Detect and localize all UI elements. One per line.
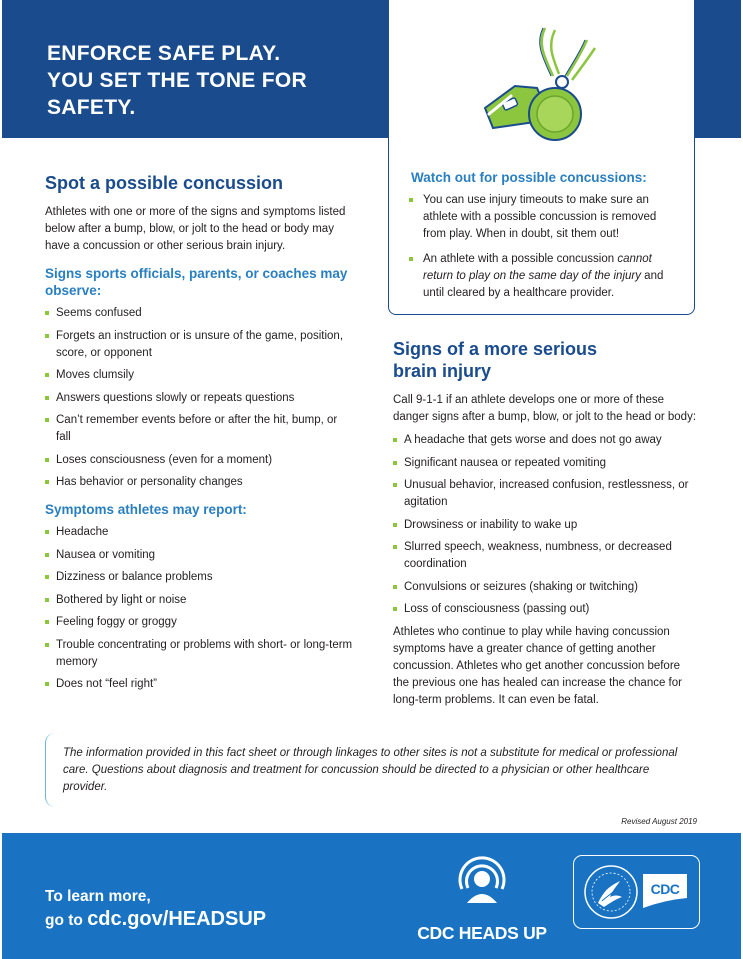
- cdc-logo: [641, 870, 689, 910]
- list-item-text: A headache that gets worse and does not go away: [404, 434, 662, 446]
- bullet-icon: [45, 334, 49, 338]
- list-item: [393, 539, 703, 573]
- bullet-icon: [45, 553, 49, 557]
- disclaimer-text: The information provided in this fact sheet or through linkages to other sites is not a substitute for medical or professional care. Questions about diagnosis and treatment for concussion should be directed to a physician or other healthcare provider.: [63, 747, 678, 793]
- bullet-icon: [393, 545, 397, 549]
- whistle-icon: [475, 18, 603, 148]
- list-item-text: Bothered by light or noise: [56, 593, 187, 606]
- list-item: [393, 517, 703, 534]
- title-line: ENFORCE SAFE PLAY.: [47, 42, 281, 65]
- heads-up-logo-icon: [455, 855, 509, 909]
- list-item: [45, 328, 355, 362]
- list-item: [45, 524, 355, 541]
- bullet-icon: [393, 523, 397, 527]
- list-item: [45, 390, 355, 407]
- cdc-logo-text: CDC: [650, 881, 680, 897]
- list-item-text: Answers questions slowly or repeats questions: [56, 391, 295, 404]
- list-item-text: Can’t remember events before or after the hit, bump, or fall: [56, 414, 338, 443]
- heading-line: brain injury: [393, 361, 492, 381]
- agency-logos: [573, 855, 700, 929]
- bullet-icon: [45, 311, 49, 315]
- footer-cta: [45, 887, 266, 933]
- list-item-text: Moves clumsily: [56, 369, 134, 381]
- list-item-text: Does not “feel right”: [56, 678, 157, 690]
- bullet-icon: [45, 480, 49, 484]
- heading-line: Signs of a more serious: [393, 339, 598, 359]
- list-item-text: You can use injury timeouts to make sure an athlete with a possible concussion is removed from play. When in doubt, sit them out!: [423, 194, 657, 240]
- list-item: [393, 432, 703, 449]
- left-column: [45, 172, 355, 699]
- list-item: [45, 614, 355, 631]
- section-intro: Call 9-1-1 if an athlete develops one or more of these danger signs after a bump, blow, or jolt to the head or body:: [393, 394, 697, 423]
- list-item: [45, 367, 355, 384]
- bullet-icon: [393, 607, 397, 611]
- list-item: [409, 251, 681, 302]
- list-item-text: Drowsiness or inability to wake up: [404, 518, 578, 531]
- list-item: [45, 305, 355, 322]
- footer-line: To learn more,: [45, 888, 151, 905]
- list-item: [393, 477, 703, 511]
- footer-prefix: go to: [45, 912, 88, 929]
- bullet-icon: [45, 418, 49, 422]
- observe-list: [45, 305, 355, 491]
- revision-date: Revised August 2019: [621, 817, 697, 826]
- bullet-icon: [393, 461, 397, 465]
- footer-line: [45, 907, 266, 933]
- bullet-icon: [45, 530, 49, 534]
- list-item-text: Has behavior or personality changes: [56, 476, 243, 488]
- section-heading: [393, 338, 703, 382]
- list-item: [45, 547, 355, 564]
- bullet-icon: [45, 598, 49, 602]
- list-item: [409, 192, 681, 243]
- bullet-icon: [45, 682, 49, 686]
- disclaimer-box: [45, 733, 695, 807]
- bullet-icon: [409, 257, 413, 261]
- list-item: [45, 474, 355, 491]
- list-item: [45, 592, 355, 609]
- bullet-icon: [393, 585, 397, 589]
- list-item-text: Dizziness or balance problems: [56, 571, 213, 583]
- list-item: [393, 455, 703, 472]
- list-item-text: Trouble concentrating or problems with short- or long-term memory: [56, 638, 353, 668]
- heads-up-logo: [407, 853, 557, 953]
- list-item: [45, 412, 355, 446]
- subsection-heading: Symptoms athletes may report:: [45, 502, 247, 517]
- symptoms-list: [45, 524, 355, 693]
- bullet-icon: [393, 483, 397, 487]
- list-item-text: Unusual behavior, increased confusion, restlessness, or agitation: [404, 479, 689, 508]
- list-item-text: An athlete with a possible concussion: [423, 253, 618, 265]
- bullet-icon: [45, 458, 49, 462]
- callout-title: Watch out for possible concussions:: [411, 170, 647, 185]
- list-item-text: Loses consciousness (even for a moment): [56, 453, 273, 466]
- list-item: [393, 601, 703, 618]
- list-item-text: Seems confused: [56, 307, 142, 319]
- list-item: [45, 637, 355, 671]
- footer-url-link[interactable]: cdc.gov/HEADSUP: [87, 908, 267, 930]
- section-heading: Spot a possible concussion: [45, 173, 284, 193]
- bullet-icon: [45, 620, 49, 624]
- list-item-text: Significant nausea or repeated vomiting: [404, 456, 607, 469]
- list-item: [393, 579, 703, 596]
- page-title: [47, 40, 307, 121]
- footer-band: [2, 833, 741, 959]
- heads-up-label: CDC HEADS UP: [417, 923, 547, 943]
- bullet-icon: [409, 198, 413, 202]
- section-intro: Athletes with one or more of the signs and symptoms listed below after a bump, blow, or jolt to the head or body may have a concussion or other serious brain injury.: [45, 206, 346, 252]
- bullet-icon: [393, 438, 397, 442]
- list-item-text: Slurred speech, weakness, numbness, or decreased coordination: [404, 541, 672, 570]
- bullet-icon: [45, 396, 49, 400]
- list-item: [45, 676, 355, 693]
- hhs-seal-icon: [582, 861, 640, 923]
- callout-box: [388, 0, 695, 315]
- list-item-text: Nausea or vomiting: [56, 548, 156, 561]
- closing-paragraph: Athletes who continue to play while having concussion symptoms have a greater chance of getting another concussion. Athletes who get another concussion before the previous one has healed can increase the chance for long-term problems. It can even be fatal.: [393, 625, 682, 706]
- danger-signs-list: [393, 432, 703, 618]
- list-item-text: Convulsions or seizures (shaking or twitching): [404, 580, 638, 593]
- bullet-icon: [45, 643, 49, 647]
- list-item-text: Headache: [56, 526, 109, 538]
- list-item-text: Feeling foggy or groggy: [56, 616, 177, 628]
- list-item-text: Forgets an instruction or is unsure of the game, position, score, or opponent: [56, 329, 344, 359]
- bullet-icon: [45, 575, 49, 579]
- list-item: [45, 452, 355, 469]
- list-item-text: and until cleared by a healthcare provider.: [423, 270, 664, 299]
- subsection-heading: Signs sports officials, parents, or coaches may observe:: [45, 266, 348, 298]
- right-column: [393, 338, 703, 709]
- list-item-text: Loss of consciousness (passing out): [404, 603, 590, 615]
- emphasis-text: cannot return to play on the same day of the injury: [423, 253, 652, 282]
- title-line: YOU SET THE TONE FOR: [47, 69, 307, 92]
- title-line: SAFETY.: [47, 96, 136, 119]
- callout-list: [409, 192, 681, 310]
- list-item: [45, 569, 355, 586]
- bullet-icon: [45, 373, 49, 377]
